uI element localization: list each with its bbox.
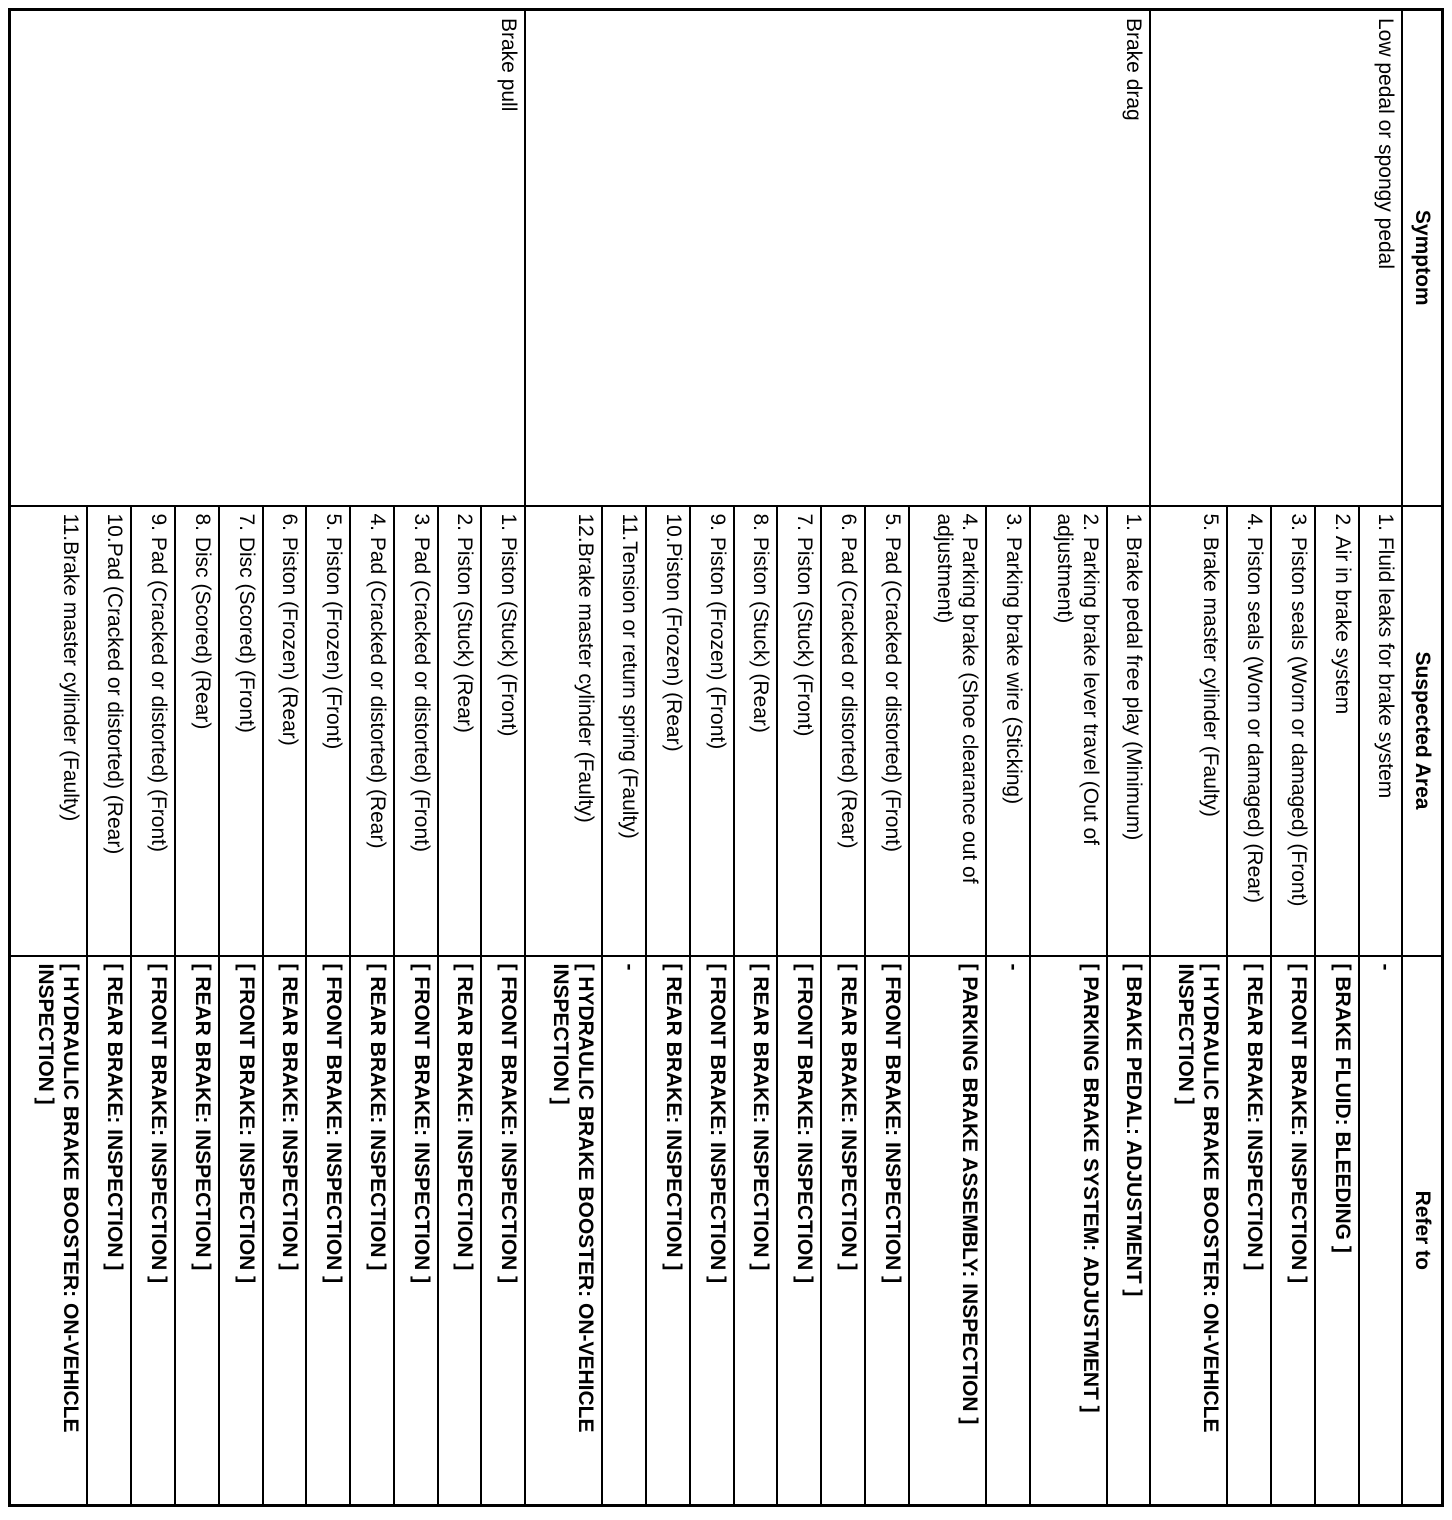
- refer-to-cell: [ FRONT BRAKE: INSPECTION ]: [1271, 956, 1315, 1506]
- refer-to-cell: [ REAR BRAKE: INSPECTION ]: [734, 956, 778, 1506]
- symptom-cell: Brake pull: [10, 10, 526, 506]
- header-row: [1403, 10, 1443, 1506]
- refer-to-cell: [ HYDRAULIC BRAKE BOOSTER: ON-VEHICLE INSPECTION ]: [525, 956, 602, 1506]
- suspected-area-cell: 10.Piston (Frozen) (Rear): [646, 506, 690, 956]
- suspected-area-cell: 3. Pad (Cracked or distorted) (Front): [394, 506, 438, 956]
- rotated-page: [8, 8, 1444, 1504]
- suspected-area-cell: 11.Tension or return spring (Faulty): [602, 506, 646, 956]
- refer-to-cell: [ REAR BRAKE: INSPECTION ]: [1227, 956, 1271, 1506]
- refer-to-cell: -: [1359, 956, 1403, 1506]
- suspected-area-cell: 3. Piston seals (Worn or damaged) (Front): [1271, 506, 1315, 956]
- refer-to-cell: [ REAR BRAKE: INSPECTION ]: [646, 956, 690, 1506]
- table-row: [1107, 10, 1151, 1506]
- refer-to-cell: [ FRONT BRAKE: INSPECTION ]: [131, 956, 175, 1506]
- refer-to-cell: [ FRONT BRAKE: INSPECTION ]: [482, 956, 526, 1506]
- refer-to-cell: [ REAR BRAKE: INSPECTION ]: [87, 956, 131, 1506]
- refer-to-cell: [ REAR BRAKE: INSPECTION ]: [438, 956, 482, 1506]
- suspected-area-cell: 8. Piston (Stuck) (Rear): [734, 506, 778, 956]
- suspected-area-cell: 1. Piston (Stuck) (Front): [482, 506, 526, 956]
- refer-to-cell: [ FRONT BRAKE: INSPECTION ]: [306, 956, 350, 1506]
- refer-to-cell: [ FRONT BRAKE: INSPECTION ]: [690, 956, 734, 1506]
- suspected-area-cell: 4. Parking brake (Shoe clearance out of adjustment): [909, 506, 986, 956]
- table-body: [10, 10, 1403, 1506]
- symptom-header: Symptom: [1403, 10, 1443, 506]
- suspected-area-cell: 11.Brake master cylinder (Faulty): [10, 506, 88, 956]
- suspected-area-cell: 12.Brake master cylinder (Faulty): [525, 506, 602, 956]
- refer-to-cell: [ PARKING BRAKE ASSEMBLY: INSPECTION ]: [909, 956, 986, 1506]
- suspected-area-cell: 8. Disc (Scored) (Rear): [175, 506, 219, 956]
- refer-to-cell: -: [986, 956, 1030, 1506]
- suspected-area-cell: 9. Pad (Cracked or distorted) (Front): [131, 506, 175, 956]
- refer-to-cell: [ BRAKE PEDAL: ADJUSTMENT ]: [1107, 956, 1151, 1506]
- suspected-area-cell: 2. Piston (Stuck) (Rear): [438, 506, 482, 956]
- suspected-area-cell: 6. Pad (Cracked or distorted) (Rear): [821, 506, 865, 956]
- refer-to-cell: [ BRAKE FLUID: BLEEDING ]: [1315, 956, 1359, 1506]
- refer-to-cell: [ FRONT BRAKE: INSPECTION ]: [219, 956, 263, 1506]
- suspected-area-cell: 10.Pad (Cracked or distorted) (Rear): [87, 506, 131, 956]
- refer-to-cell: [ HYDRAULIC BRAKE BOOSTER: ON-VEHICLE INSPECTION ]: [1150, 956, 1227, 1506]
- refer-to-cell: [ REAR BRAKE: INSPECTION ]: [175, 956, 219, 1506]
- suspected-area-cell: 2. Air in brake system: [1315, 506, 1359, 956]
- refer-to-cell: [ REAR BRAKE: INSPECTION ]: [263, 956, 307, 1506]
- refer-to-cell: -: [602, 956, 646, 1506]
- suspected-area-cell: 5. Pad (Cracked or distorted) (Front): [865, 506, 909, 956]
- symptom-cell: Low pedal or spongy pedal: [1150, 10, 1402, 506]
- suspected-area-cell: 1. Brake pedal free play (Minimum): [1107, 506, 1151, 956]
- suspected-area-cell: 5. Brake master cylinder (Faulty): [1150, 506, 1227, 956]
- suspected-area-cell: 4. Pad (Cracked or distorted) (Rear): [350, 506, 394, 956]
- refer-to-header: Refer to: [1403, 956, 1443, 1506]
- table-row: [482, 10, 526, 1506]
- symptom-cell: Brake drag: [525, 10, 1150, 506]
- refer-to-cell: [ REAR BRAKE: INSPECTION ]: [821, 956, 865, 1506]
- suspected-area-cell: 6. Piston (Frozen) (Rear): [263, 506, 307, 956]
- suspected-area-cell: 1. Fluid leaks for brake system: [1359, 506, 1403, 956]
- suspected-area-cell: 2. Parking brake lever travel (Out of adjustment): [1030, 506, 1107, 956]
- suspected-area-cell: 9. Piston (Frozen) (Front): [690, 506, 734, 956]
- suspected-area-cell: 7. Disc (Scored) (Front): [219, 506, 263, 956]
- suspected-area-cell: 4. Piston seals (Worn or damaged) (Rear): [1227, 506, 1271, 956]
- suspected-area-cell: 5. Piston (Frozen) (Front): [306, 506, 350, 956]
- troubleshooting-table: [8, 8, 1444, 1507]
- refer-to-cell: [ FRONT BRAKE: INSPECTION ]: [865, 956, 909, 1506]
- table-row: [1359, 10, 1403, 1506]
- suspected-area-cell: 3. Parking brake wire (Sticking): [986, 506, 1030, 956]
- refer-to-cell: [ REAR BRAKE: INSPECTION ]: [350, 956, 394, 1506]
- refer-to-cell: [ FRONT BRAKE: INSPECTION ]: [394, 956, 438, 1506]
- refer-to-cell: [ HYDRAULIC BRAKE BOOSTER: ON-VEHICLE INSPECTION ]: [10, 956, 88, 1506]
- suspected-area-cell: 7. Piston (Stuck) (Front): [777, 506, 821, 956]
- refer-to-cell: [ FRONT BRAKE: INSPECTION ]: [777, 956, 821, 1506]
- refer-to-cell: [ PARKING BRAKE SYSTEM: ADJUSTMENT ]: [1030, 956, 1107, 1506]
- suspected-area-header: Suspected Area: [1403, 506, 1443, 956]
